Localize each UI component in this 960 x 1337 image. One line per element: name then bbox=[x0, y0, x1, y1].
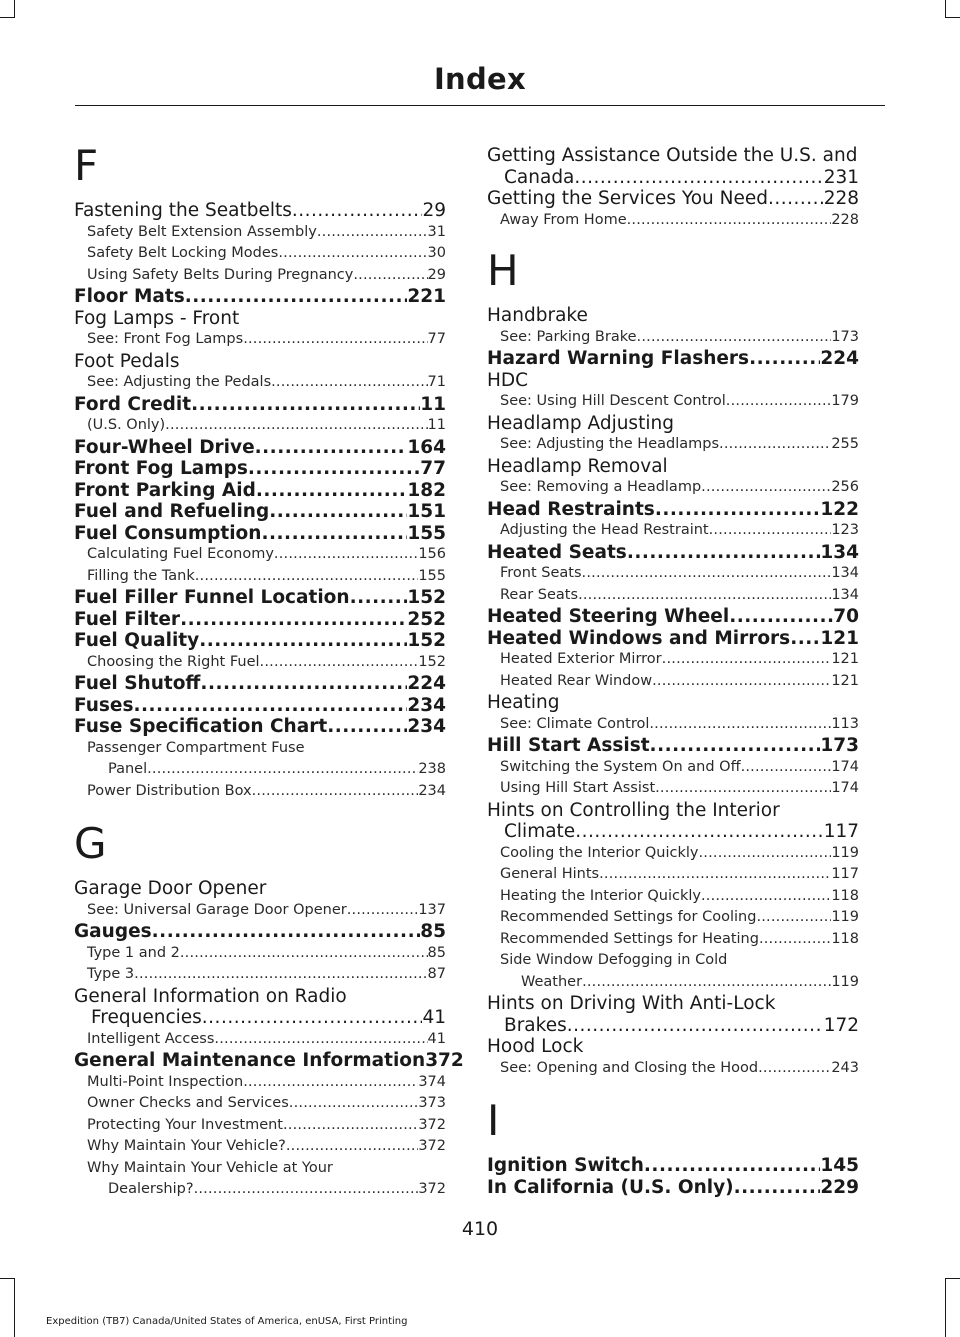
index-subentry[interactable]: Heated Exterior Mirror ..... 121 bbox=[487, 649, 859, 671]
index-subentry[interactable]: Panel ..... 238 bbox=[74, 759, 446, 781]
index-subentry[interactable]: See: Using Hill Descent Control ..... 179 bbox=[487, 391, 859, 413]
index-entry[interactable]: Ford Credit ..... 11 bbox=[74, 394, 446, 416]
index-subentry[interactable]: Heating the Interior Quickly ..... 118 bbox=[487, 886, 859, 908]
index-subentry[interactable]: Weather ..... 119 bbox=[487, 972, 859, 994]
index-heading: Foot Pedals bbox=[74, 350, 180, 372]
index-subentry[interactable]: Choosing the Right Fuel ..... 152 bbox=[74, 652, 446, 674]
index-heading: Headlamp Adjusting bbox=[487, 412, 674, 434]
index-subentry[interactable]: General Hints ..... 117 bbox=[487, 864, 859, 886]
index-heading: HDC bbox=[487, 369, 529, 391]
index-entry[interactable]: Fuel Quality ..... 152 bbox=[74, 630, 446, 652]
index-subentry[interactable]: See: Opening and Closing the Hood ..... 243 bbox=[487, 1058, 859, 1080]
index-entry-line1: Getting Assistance Outside the U.S. and bbox=[487, 145, 858, 166]
page-number: 410 bbox=[461, 1218, 499, 1240]
index-subentry[interactable]: Rear Seats ..... 134 bbox=[487, 585, 859, 607]
section-letter-i: I bbox=[487, 1096, 500, 1145]
index-entry[interactable]: In California (U.S. Only) ..... 229 bbox=[487, 1177, 859, 1199]
index-entry[interactable]: Front Fog Lamps ..... 77 bbox=[74, 458, 446, 480]
crop-mark bbox=[14, 1278, 15, 1337]
crop-mark bbox=[945, 1278, 946, 1337]
index-entry[interactable]: General Maintenance Information 372 bbox=[74, 1050, 464, 1071]
index-entry[interactable]: Heated Steering Wheel ..... 70 bbox=[487, 606, 859, 628]
index-heading: Handbrake bbox=[487, 305, 588, 326]
index-subentry[interactable]: Switching the System On and Off ..... 174 bbox=[487, 757, 859, 779]
index-subentry[interactable]: Multi-Point Inspection ..... 374 bbox=[74, 1072, 446, 1094]
index-subentry[interactable]: Intelligent Access ..... 41 bbox=[74, 1029, 446, 1051]
index-subentry[interactable]: Safety Belt Locking Modes ..... 30 bbox=[74, 243, 446, 265]
footer-text: Expedition (TB7) Canada/United States of America, enUSA, First Printing bbox=[46, 1316, 408, 1327]
index-entry-line1: General Information on Radio bbox=[74, 985, 347, 1007]
index-column-right bbox=[487, 145, 859, 1198]
index-entry[interactable]: Fuel Consumption ..... 155 bbox=[74, 523, 446, 545]
index-subentry[interactable]: Adjusting the Head Restraint ..... 123 bbox=[487, 520, 859, 542]
crop-mark bbox=[0, 1278, 15, 1279]
index-entry[interactable]: Getting the Services You Need ..... 228 bbox=[487, 188, 859, 210]
index-subentry[interactable]: Protecting Your Investment ..... 372 bbox=[74, 1115, 446, 1137]
index-subentry[interactable]: See: Adjusting the Headlamps ..... 255 bbox=[487, 434, 859, 456]
index-subentry[interactable]: Using Hill Start Assist ..... 174 bbox=[487, 778, 859, 800]
index-entry[interactable]: Hill Start Assist ..... 173 bbox=[487, 735, 859, 757]
index-subentry[interactable]: See: Removing a Headlamp ..... 256 bbox=[487, 477, 859, 499]
index-column-left bbox=[74, 134, 464, 1201]
index-entry[interactable]: Fastening the Seatbelts ..... 29 bbox=[74, 200, 446, 222]
index-subentry[interactable]: Heated Rear Window ..... 121 bbox=[487, 671, 859, 693]
index-entry[interactable]: Head Restraints ..... 122 bbox=[487, 499, 859, 521]
index-subentry[interactable]: Filling the Tank ..... 155 bbox=[74, 566, 446, 588]
index-entry[interactable]: Fuel and Refueling ..... 151 bbox=[74, 501, 446, 523]
section-letter-h: H bbox=[487, 246, 519, 295]
index-subentry[interactable]: See: Climate Control ..... 113 bbox=[487, 714, 859, 736]
index-subentry[interactable]: See: Parking Brake ..... 173 bbox=[487, 327, 859, 349]
index-entry[interactable]: Fuel Filler Funnel Location ..... 152 bbox=[74, 587, 446, 609]
index-entry[interactable]: Canada ..... 231 bbox=[487, 167, 859, 189]
index-entry[interactable]: Heated Windows and Mirrors ..... 121 bbox=[487, 628, 859, 650]
index-subentry[interactable]: Recommended Settings for Heating ..... 118 bbox=[487, 929, 859, 951]
index-subentry[interactable]: (U.S. Only) ..... 11 bbox=[74, 415, 446, 437]
index-entry[interactable]: Fuses ..... 234 bbox=[74, 695, 446, 717]
index-subentry[interactable]: Recommended Settings for Cooling ..... 119 bbox=[487, 907, 859, 929]
index-subentry[interactable]: Safety Belt Extension Assembly ..... 31 bbox=[74, 222, 446, 244]
index-entry[interactable]: Frequencies ..... 41 bbox=[74, 1007, 446, 1029]
index-subentry[interactable]: Why Maintain Your Vehicle? ..... 372 bbox=[74, 1136, 446, 1158]
index-subentry[interactable]: Cooling the Interior Quickly ..... 119 bbox=[487, 843, 859, 865]
index-subentry[interactable]: Dealership? ..... 372 bbox=[74, 1179, 446, 1201]
index-entry[interactable]: Four-Wheel Drive ..... 164 bbox=[74, 437, 446, 459]
index-entry[interactable]: Fuse Specification Chart ..... 234 bbox=[74, 716, 446, 738]
index-subentry[interactable]: See: Front Fog Lamps ..... 77 bbox=[74, 329, 446, 351]
index-entry[interactable]: Front Parking Aid ..... 182 bbox=[74, 480, 446, 502]
crop-mark bbox=[14, 0, 15, 18]
index-subentry[interactable]: Calculating Fuel Economy ..... 156 bbox=[74, 544, 446, 566]
index-heading: Hood Lock bbox=[487, 1036, 584, 1057]
index-entry[interactable]: Ignition Switch ..... 145 bbox=[487, 1155, 859, 1177]
index-subentry[interactable]: Owner Checks and Services ..... 373 bbox=[74, 1093, 446, 1115]
index-subentry-line1: Passenger Compartment Fuse bbox=[87, 739, 305, 756]
index-entry[interactable]: Brakes ..... 172 bbox=[487, 1015, 859, 1037]
crop-mark bbox=[945, 0, 946, 18]
index-entry[interactable]: Climate ..... 117 bbox=[487, 821, 859, 843]
index-entry[interactable]: Gauges ..... 85 bbox=[74, 921, 446, 943]
crop-mark bbox=[945, 17, 960, 18]
index-subentry-line1: Side Window Defogging in Cold bbox=[500, 952, 728, 968]
index-entry-line1: Hints on Driving With Anti-Lock bbox=[487, 993, 776, 1014]
index-heading: Heating bbox=[487, 692, 560, 713]
index-entry[interactable]: Hazard Warning Flashers ..... 224 bbox=[487, 348, 859, 370]
index-subentry[interactable]: See: Universal Garage Door Opener ..... 137 bbox=[74, 900, 446, 922]
section-letter-f: F bbox=[74, 141, 99, 190]
index-subentry[interactable]: Away From Home ..... 228 bbox=[487, 210, 859, 232]
crop-mark bbox=[0, 17, 15, 18]
index-heading: Garage Door Opener bbox=[74, 878, 267, 899]
index-subentry[interactable]: Front Seats ..... 134 bbox=[487, 563, 859, 585]
page-title: Index bbox=[433, 62, 527, 96]
index-subentry[interactable]: Type 3 ..... 87 bbox=[74, 964, 446, 986]
index-entry[interactable]: Fuel Filter ..... 252 bbox=[74, 609, 446, 631]
index-entry[interactable]: Heated Seats ..... 134 bbox=[487, 542, 859, 564]
section-letter-g: G bbox=[74, 819, 107, 868]
index-entry[interactable]: Floor Mats ..... 221 bbox=[74, 286, 446, 308]
index-entry-line1: Hints on Controlling the Interior bbox=[487, 799, 780, 821]
index-subentry[interactable]: Power Distribution Box ..... 234 bbox=[74, 781, 446, 803]
index-entry[interactable]: Fuel Shutoff ..... 224 bbox=[74, 673, 446, 695]
index-subentry[interactable]: Using Safety Belts During Pregnancy ..... 29 bbox=[74, 265, 446, 287]
index-subentry[interactable]: See: Adjusting the Pedals ..... 71 bbox=[74, 372, 446, 394]
index-subentry-line1: Why Maintain Your Vehicle at Your bbox=[87, 1159, 333, 1176]
title-divider bbox=[75, 105, 885, 106]
index-subentry[interactable]: Type 1 and 2 ..... 85 bbox=[74, 943, 446, 965]
index-heading: Headlamp Removal bbox=[487, 455, 668, 477]
index-heading: Fog Lamps - Front bbox=[74, 307, 240, 329]
crop-mark bbox=[945, 1278, 960, 1279]
